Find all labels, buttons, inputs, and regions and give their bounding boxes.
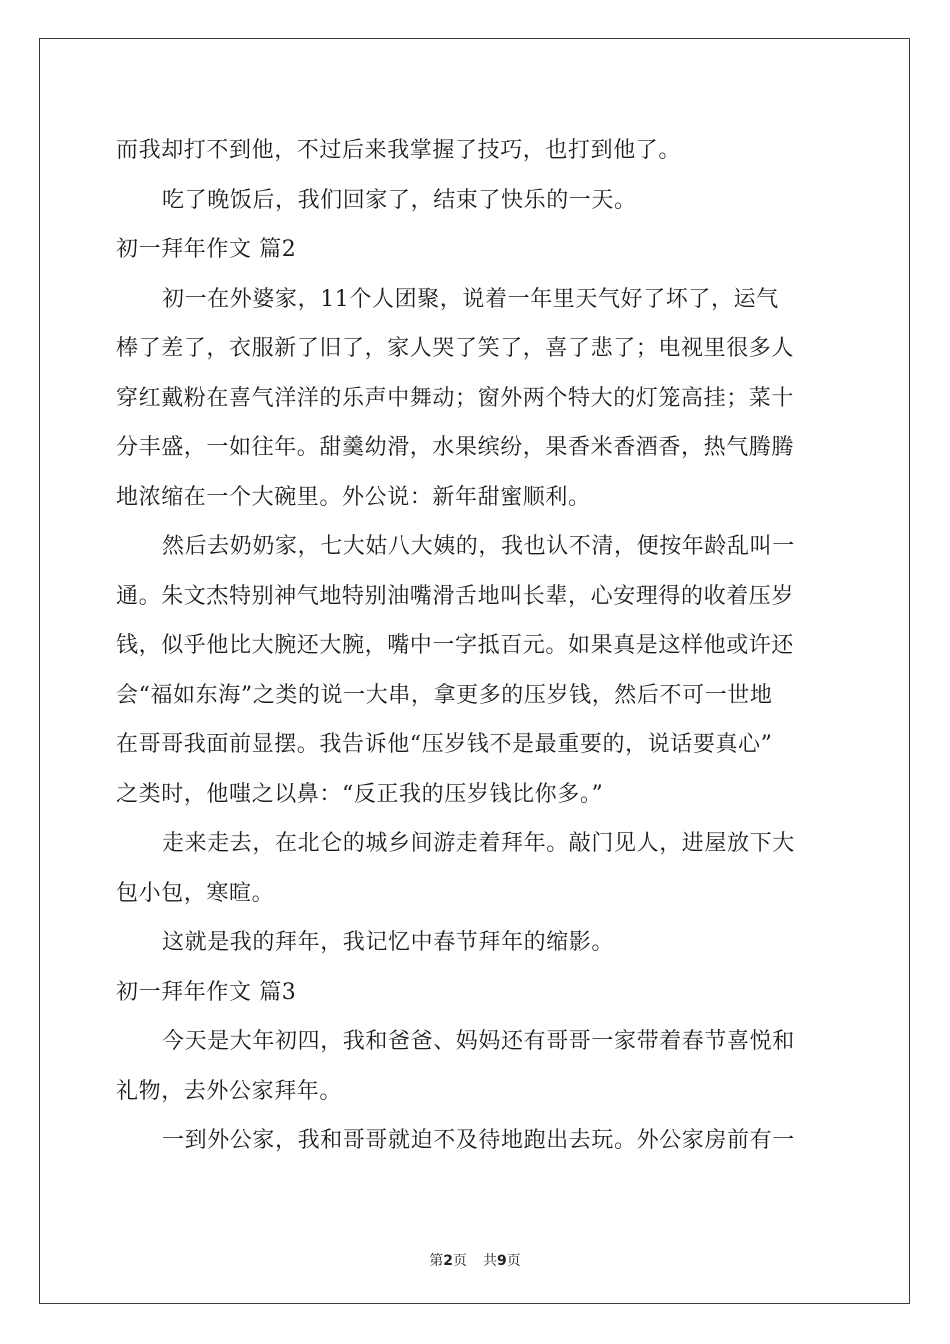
footer-page-prefix: 第 <box>429 1253 444 1269</box>
text-line: 而我却打不到他，不过后来我掌握了技巧，也打到他了。 <box>116 138 682 163</box>
section-heading: 初一拜年作文 篇3 <box>116 979 297 1005</box>
text-line: 吃了晚饭后，我们回家了，结束了快乐的一天。 <box>162 187 637 213</box>
footer-page-suffix: 页 <box>453 1253 467 1269</box>
section-heading: 初一拜年作文 篇2 <box>116 237 297 262</box>
document-body <box>116 126 836 1166</box>
text-line: 初一在外婆家，11个人团聚，说着一年里天气好了坏了，运气 <box>162 286 779 312</box>
text-line: 会“福如东海”之类的说一大串，拿更多的压岁钱，然后不可一世地 <box>116 682 773 708</box>
text-line: 走来走去，在北仑的城乡间游走着拜年。敲门见人，进屋放下大 <box>162 831 795 856</box>
text-line: 之类时，他嗤之以鼻：“反正我的压岁钱比你多。” <box>116 781 604 807</box>
text-line: 在哥哥我面前显摆。我告诉他“压岁钱不是最重要的，说话要真心” <box>116 732 773 757</box>
text-line: 分丰盛，一如往年。甜羹幼滑，水果缤纷，果香米香酒香，热气腾腾 <box>116 435 795 460</box>
text-line: 地浓缩在一个大碗里。外公说：新年甜蜜顺利。 <box>116 484 591 510</box>
footer-total-number: 9 <box>497 1253 507 1269</box>
footer-page-number: 2 <box>443 1253 453 1269</box>
text-line: 包小包，寒暄。 <box>116 880 275 906</box>
footer-total-prefix: 共 <box>483 1253 497 1269</box>
text-line: 礼物，去外公家拜年。 <box>116 1078 343 1104</box>
text-line: 棒了差了，衣服新了旧了，家人哭了笑了，喜了悲了；电视里很多人 <box>116 336 795 361</box>
text-line: 钱，似乎他比大腕还大腕，嘴中一字抵百元。如果真是这样他或许还 <box>116 633 795 658</box>
text-line: 这就是我的拜年，我记忆中春节拜年的缩影。 <box>162 930 615 955</box>
text-line: 今天是大年初四，我和爸爸、妈妈还有哥哥一家带着春节喜悦和 <box>162 1029 795 1054</box>
page-footer <box>0 1250 950 1270</box>
text-line: 通。朱文杰特别神气地特别油嘴滑舌地叫长辈，心安理得的收着压岁 <box>116 583 795 609</box>
text-line: 一到外公家，我和哥哥就迫不及待地跑出去玩。外公家房前有一 <box>162 1128 795 1153</box>
footer-total-suffix: 页 <box>506 1253 521 1269</box>
text-line: 穿红戴粉在喜气洋洋的乐声中舞动；窗外两个特大的灯笼高挂；菜十 <box>116 385 795 411</box>
text-line: 然后去奶奶家，七大姑八大姨的，我也认不清，便按年龄乱叫一 <box>162 534 795 559</box>
